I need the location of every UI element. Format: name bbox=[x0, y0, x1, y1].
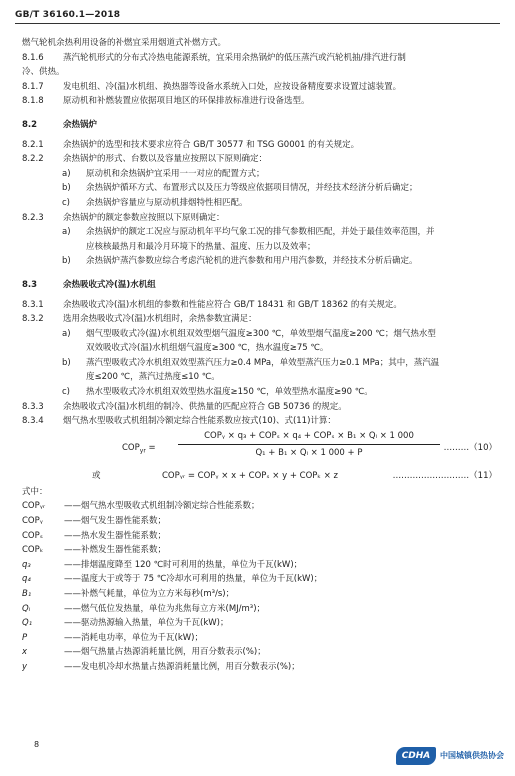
where-label: 式中： bbox=[22, 486, 48, 497]
symbol-definition: x ——烟气热量占热源消耗量比例，用百分数表示(%)； bbox=[22, 647, 266, 658]
section-8-2-heading: 8.2 余热锅炉 bbox=[22, 119, 98, 130]
symbol-definition: P ——消耗电功率，单位为千瓦(kW)； bbox=[22, 632, 203, 643]
cdha-logo-mark: CDHA bbox=[396, 747, 436, 765]
formula-fraction bbox=[178, 429, 440, 461]
clause-8-3-1: 8.3.1 余热吸收式冷(温)水机组的参数和性能应符合 GB/T 18431 和 GB/T 18362 的有关规定。 bbox=[22, 299, 402, 310]
formula-number: ………………………（11） bbox=[392, 470, 497, 481]
formula-10 bbox=[22, 429, 497, 469]
formula-or: 或 bbox=[92, 470, 101, 481]
clause-8-2-1: 8.2.1 余热锅炉的选型和技术要求应符合 GB/T 30577 和 TSG G0001 的有关规定。 bbox=[22, 139, 360, 150]
symbol-definition: COPᵧ ——烟气发生器性能系数； bbox=[22, 516, 167, 527]
formula-lhs: $COP_{yr}$ = bbox=[122, 442, 156, 455]
cdha-logo bbox=[396, 747, 506, 765]
page-number: 8 bbox=[34, 740, 40, 749]
symbol-definition: COPᵧᵣ ——烟气热水型吸收式机组制冷额定综合性能系数； bbox=[22, 501, 260, 512]
paragraph-line: 燃气轮机余热利用设备的补燃宜采用烟道式补燃方式。 bbox=[22, 38, 227, 48]
list-item-continuation: 双效吸收式冷(温)水机组烟气温度≥300 ℃，热水温度≥75 ℃。 bbox=[86, 343, 329, 354]
clause-8-2-3: 8.2.3 余热锅炉的额定参数应按照以下原则确定： bbox=[22, 212, 225, 223]
list-item: a) 余热锅炉的额定工况应与原动机年平均气象工况的排气参数相匹配，并处于最佳效率范围，并 bbox=[62, 227, 435, 238]
list-item: b) 余热锅炉循环方式、布置形式以及压力等级应依据项目情况，并经技术经济分析后确定； bbox=[62, 183, 418, 194]
symbol-definition: B₁ ——补燃气耗量，单位为立方米每秒(m³/s)； bbox=[22, 589, 235, 599]
symbol-definition: y ——发电机冷却水热量占热源消耗量比例，用百分数表示(%)； bbox=[22, 661, 300, 672]
list-item-continuation: 度≤200 ℃，蒸汽过热度≤10 ℃。 bbox=[86, 372, 220, 383]
formula-number: ………（10） bbox=[443, 442, 497, 453]
standard-code: GB/T 36160.1—2018 bbox=[15, 10, 121, 20]
cdha-logo-text: 中国城镇供热协会 bbox=[440, 751, 504, 760]
list-item-continuation: 应核核最热月和最冷月环境下的热量、温度、压力以及效率； bbox=[86, 241, 316, 252]
symbol-definition: COPₖ ——补燃发生器性能系数； bbox=[22, 545, 167, 556]
symbol-definition: COPₛ ——热水发生器性能系数； bbox=[22, 530, 167, 541]
clause-8-2-2: 8.2.2 余热锅炉的形式、台数以及容量应按照以下原则确定： bbox=[22, 154, 268, 165]
formula-expression: COPᵧᵣ = COPᵧ × x + COPₛ × y + COPₖ × z bbox=[162, 470, 339, 481]
paragraph-line: 冷、供热。 bbox=[22, 67, 65, 78]
list-item: b) 余热锅炉蒸汽参数应综合考虑汽轮机的进汽参数和用户用汽参数，并经技术分析后确定。 bbox=[62, 256, 418, 267]
clause-8-3-3: 8.3.3 余热吸收式冷(温)水机组的制冷、供热量的匹配应符合 GB 50736 的规定。 bbox=[22, 401, 347, 412]
list-item: a) 原动机和余热锅炉宜采用一一对应的配置方式； bbox=[62, 168, 265, 179]
clause-8-1-8: 8.1.8 原动机和补燃装置应依据项目地区的环保排放标准进行设备选型。 bbox=[22, 96, 310, 107]
clause-8-1-7: 8.1.7 发电机组、冷(温)水机组、换热器等设备水系统入口处，应按设备精度要求设置过滤装置。 bbox=[22, 81, 402, 92]
clause-8-3-4: 8.3.4 烟气热水型吸收式机组制冷额定综合性能系数应按式(10)、式(11)计算： bbox=[22, 416, 336, 427]
symbol-definition: q₄ ——温度大于或等于 75 ℃冷却水可利用的热量，单位为千瓦(kW)； bbox=[22, 574, 323, 585]
section-8-3-heading: 8.3 余热吸收式冷(温)水机组 bbox=[22, 279, 156, 290]
symbol-definition: Qₗ ——燃气低位发热量，单位为兆焦每立方米(MJ/m³)； bbox=[22, 603, 266, 614]
formula-numerator: COPᵧ × q₃ + COPₛ × q₄ + COPₛ × B₁ × Qₗ × 1 000 bbox=[178, 429, 440, 446]
header-rule bbox=[15, 23, 500, 24]
list-item: c) 热水型吸收式冷水机组双效型热水温度≥150 ℃，单效型热水温度≥90 ℃。 bbox=[62, 387, 373, 398]
list-item: c) 余热锅炉容量应与原动机排烟特性相匹配。 bbox=[62, 197, 248, 208]
list-item: a) 烟气型吸收式冷(温)水机组双效型烟气温度≥300 ℃，单效型烟气温度≥200 ℃；烟气热水型 bbox=[62, 328, 436, 339]
list-item: b) 蒸汽型吸收式冷水机组双效型蒸汽压力≥0.4 MPa，单效型蒸汽压力≥0.1 MPa；其中，蒸汽温 bbox=[62, 357, 440, 368]
formula-denominator: Q₁ + B₁ × Qₗ × 1 000 + P bbox=[255, 448, 363, 459]
document-body bbox=[22, 36, 497, 675]
formula-11 bbox=[22, 469, 497, 485]
symbol-definition: q₃ ——排烟温度降至 120 ℃时可利用的热量，单位为千瓦(kW)； bbox=[22, 559, 303, 570]
clause-8-1-6: 8.1.6 蒸汽轮机形式的分布式冷热电能源系统，宜采用余热锅炉的低压蒸汽或汽轮机抽/排汽进行制 bbox=[22, 52, 406, 63]
clause-8-3-2: 8.3.2 选用余热吸收式冷(温)水机组时，余热参数宜满足： bbox=[22, 314, 257, 325]
symbol-definition: Q₁ ——驱动热源输入热量，单位为千瓦(kW)； bbox=[22, 618, 229, 629]
